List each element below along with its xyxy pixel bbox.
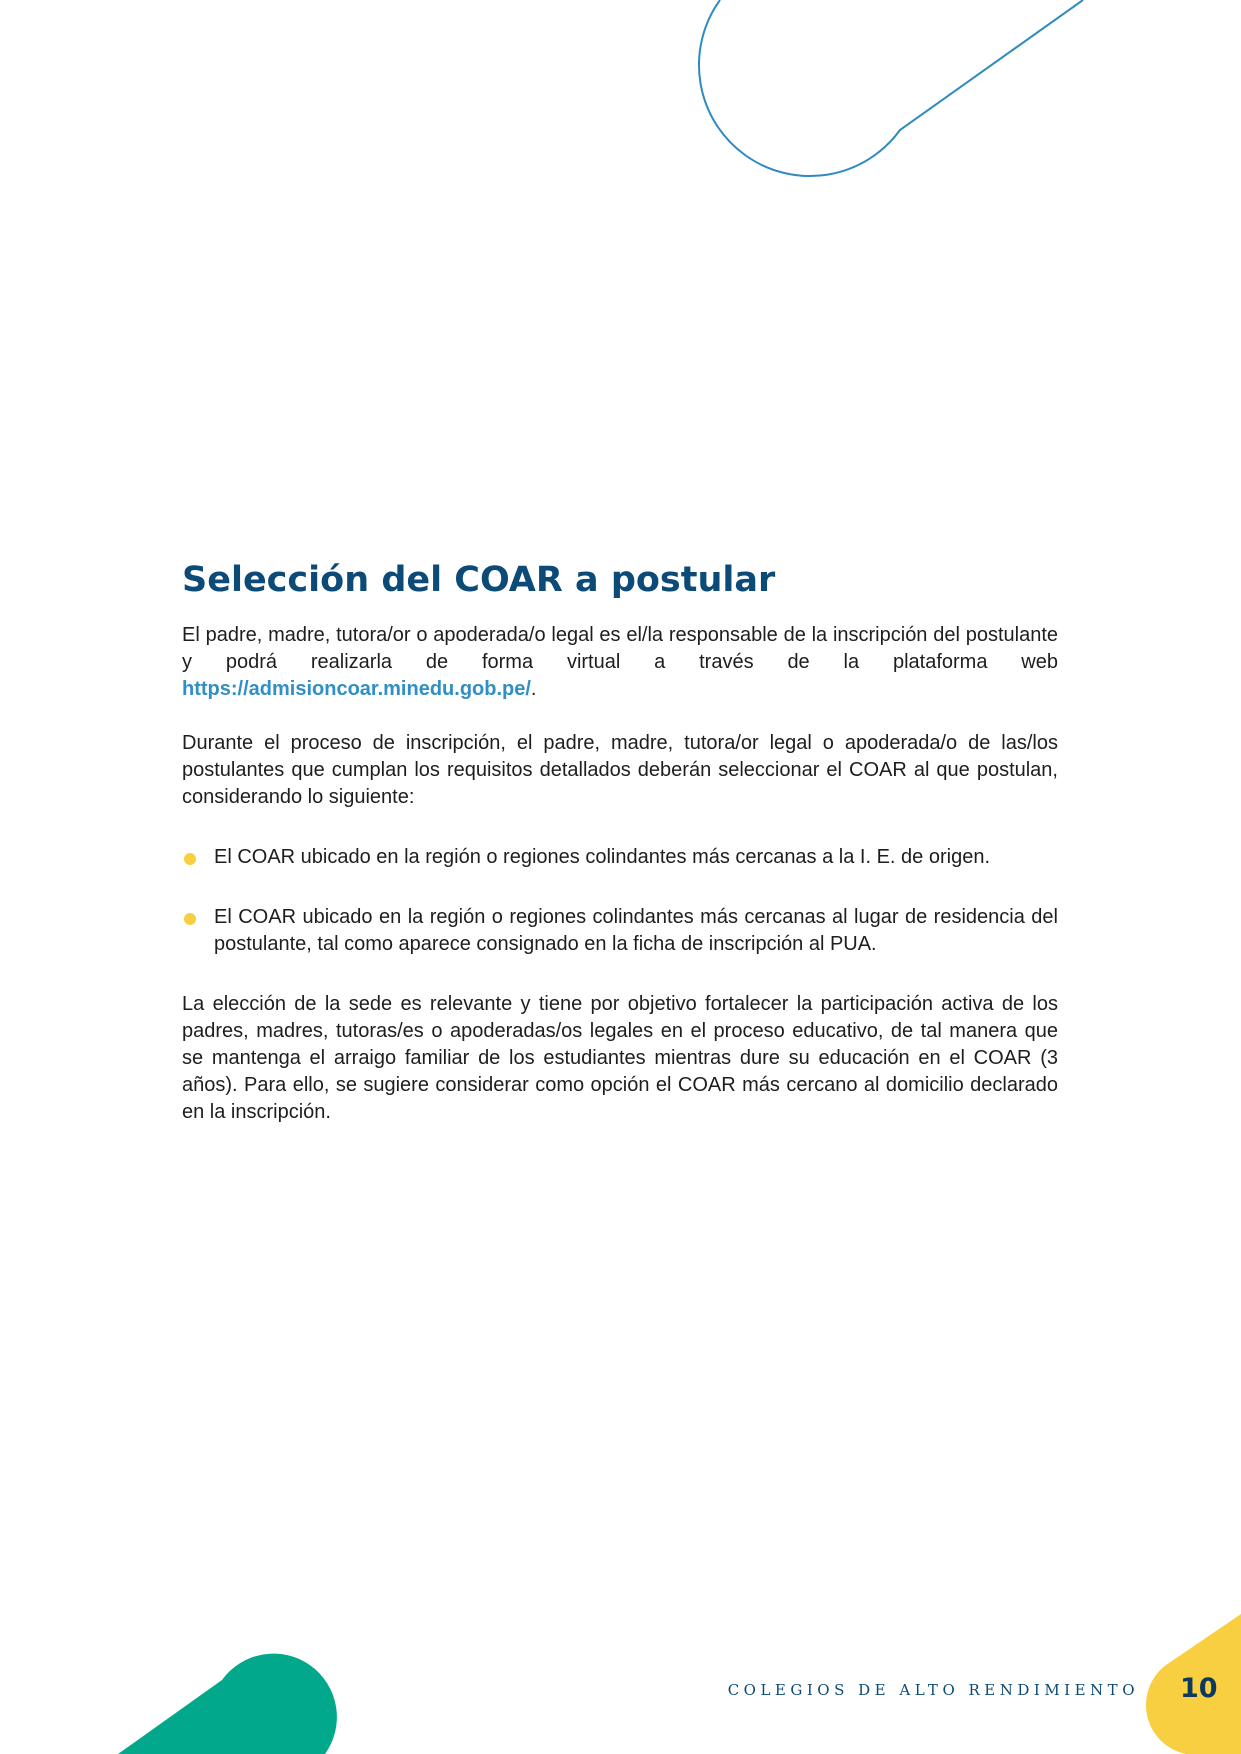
footer-label: COLEGIOS DE ALTO RENDIMIENTO xyxy=(727,1681,1139,1699)
intro-paragraph xyxy=(182,622,1058,703)
criteria-list xyxy=(182,844,1058,958)
blue-arc-decoration xyxy=(699,0,1083,176)
bullet-dot-icon xyxy=(184,913,196,925)
process-paragraph: Durante el proceso de inscripción, el padre, madre, tutora/or legal o apoderada/o de las/los postulantes que cumplan los requisitos detallados deberán seleccionar el COAR al que postulan, considerando lo siguiente: xyxy=(182,732,1058,808)
list-item xyxy=(182,844,1058,871)
intro-end: . xyxy=(530,678,537,700)
main-content xyxy=(182,560,1058,1126)
admission-link[interactable]: https://admisioncoar.minedu.gob.pe/ xyxy=(182,678,531,700)
green-shape-decoration xyxy=(118,1654,337,1754)
bullet-dot-icon xyxy=(184,853,196,865)
closing-paragraph: La elección de la sede es relevante y tiene por objetivo fortalecer la participación activa de los padres, madres, tutoras/es o apoderadas/os legales en el proceso educativo, de tal manera que se mantenga el arraigo familiar de los estudiantes mientras dure su educación en el COAR (3 años). Para ello, se sugiere considerar como opción el COAR más cercano al domicilio declarado en la inscripción. xyxy=(182,993,1058,1123)
list-item-text: El COAR ubicado en la región o regiones colindantes más cercanas al lugar de residencia del postulante, tal como aparece consignado en la ficha de inscripción al PUA. xyxy=(214,906,1058,955)
list-item-text: El COAR ubicado en la región o regiones colindantes más cercanas a la I. E. de origen. xyxy=(214,846,990,868)
page-number: 10 xyxy=(1180,1673,1218,1704)
intro-text: El padre, madre, tutora/or o apoderada/o legal es el/la responsable de la inscripción del postulante y podrá realizarla de forma virtual a través de la plataforma web xyxy=(182,624,1058,673)
list-item xyxy=(182,904,1058,958)
section-title: Selección del COAR a postular xyxy=(182,560,776,600)
